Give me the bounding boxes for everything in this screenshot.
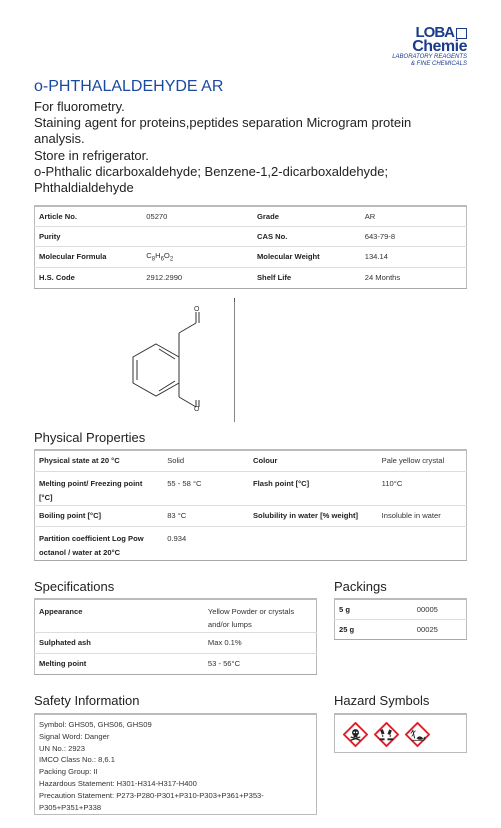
flash-label: Flash point [°C] <box>249 471 378 505</box>
solubility-value: Insoluble in water <box>378 505 467 526</box>
logo-tagline-2: & FINE CHEMICALS <box>410 61 467 67</box>
melting-label: Melting point/ Freezing point [°C] <box>35 471 164 505</box>
description-line: Store in refrigerator. <box>34 147 149 163</box>
chemical-structure <box>34 300 235 422</box>
structure-drawing <box>34 300 234 422</box>
oxygen-top-label: O <box>194 306 200 313</box>
ghs05-corrosion-icon <box>374 722 399 747</box>
safety-line: Symbol: GHS05, GHS06, GHS09 <box>39 720 152 729</box>
cas-label: CAS No. <box>253 226 361 246</box>
logo-box-icon <box>456 28 467 39</box>
hs-value: 2912.2990 <box>146 273 183 282</box>
safety-info-box <box>34 713 317 815</box>
product-title: o-PHTHALALDEHYDE AR <box>34 78 224 95</box>
product-info-table <box>34 205 467 289</box>
packing-size: 5 g <box>335 599 413 619</box>
specifications-heading: Specifications <box>34 579 115 594</box>
spec-label: Sulphated ash <box>35 632 204 653</box>
boiling-label: Boiling point [°C] <box>35 505 164 526</box>
purity-value <box>142 226 253 246</box>
cas-value: 643-79-8 <box>361 226 467 246</box>
safety-line: Signal Word: Danger <box>39 731 110 741</box>
oxygen-bottom-label: O <box>194 406 200 413</box>
partition-value: 0.934 <box>167 533 187 543</box>
spec-value: Yellow Powder or crystals and/or lumps <box>204 599 317 632</box>
colour-value: Pale yellow crystal <box>378 450 467 471</box>
spec-value: Max 0.1% <box>204 632 317 653</box>
safety-line: Hazardous Statement: H301-H314-H317-H400 <box>39 778 197 788</box>
ghs09-environment-icon <box>405 722 430 747</box>
shelf-label: Shelf Life <box>256 273 292 282</box>
formula-value: $C_8H_6O_2$ <box>142 246 253 267</box>
safety-line: Packing Group: II <box>39 767 98 777</box>
state-label: Physical state at 20 °C <box>35 450 164 471</box>
specifications-table <box>34 598 317 675</box>
company-logo <box>392 26 467 68</box>
hazard-heading: Hazard Symbols <box>334 693 430 708</box>
logo-tagline-1: LABORATORY REAGENTS <box>392 54 467 60</box>
colour-label: Colour <box>249 450 378 471</box>
ghs06-skull-icon <box>343 722 368 747</box>
purity-label: Purity <box>35 226 143 246</box>
article-no-label: Article No. <box>35 206 143 226</box>
boiling-value: 83 °C <box>163 505 249 526</box>
melting-value: 55 - 58 °C <box>163 471 249 505</box>
description-line: o-Phthalic dicarboxaldehyde; Benzene-1,2-dicarboxaldehyde; Phthaldialdehyde <box>34 163 389 196</box>
description-line: Staining agent for proteins,peptides separation Microgram protein analysis. <box>34 115 412 147</box>
state-value: Solid <box>163 450 249 471</box>
spec-value: 53 - 56°C <box>207 659 241 668</box>
hs-label: H.S. Code <box>39 273 75 282</box>
physical-properties-heading: Physical Properties <box>34 430 146 445</box>
flash-value: 110°C <box>378 471 467 505</box>
grade-value: AR <box>361 206 467 226</box>
packings-table <box>334 598 467 640</box>
shelf-value: 24 Months <box>364 273 401 282</box>
spec-label: Melting point <box>39 659 87 668</box>
packing-code: 00005 <box>413 599 467 619</box>
packings-heading: Packings <box>334 579 387 594</box>
safety-line: Precaution Statement: P273-P280-P301+P310-P303+P361+P353- <box>39 790 264 800</box>
logo-line1: LOBA <box>415 24 454 41</box>
grade-label: Grade <box>253 206 361 226</box>
article-no-value: 05270 <box>142 206 253 226</box>
description-line: For fluorometry. <box>34 99 125 114</box>
spec-label: Appearance <box>35 599 204 632</box>
safety-heading: Safety Information <box>34 693 140 708</box>
packing-size: 25 g <box>339 624 355 634</box>
physical-properties-table <box>34 449 467 561</box>
safety-line: UN No.: 2923 <box>39 743 86 753</box>
product-description <box>34 99 464 196</box>
packing-code: 00025 <box>416 624 438 634</box>
safety-line: P305+P351+P338 <box>39 802 102 812</box>
solubility-label: Solubility in water [% weight] <box>249 505 378 526</box>
logo-line2: Chemie <box>412 38 467 55</box>
mw-label: Molecular Weight <box>253 246 361 267</box>
hazard-symbols-box <box>334 713 467 753</box>
partition-label: Partition coefficient Log Pow octanol / water at 20°C <box>39 533 144 557</box>
mw-value: 134.14 <box>361 246 467 267</box>
formula-label: Molecular Formula <box>35 246 143 267</box>
safety-line: IMCO Class No.: 8,6.1 <box>39 755 115 765</box>
